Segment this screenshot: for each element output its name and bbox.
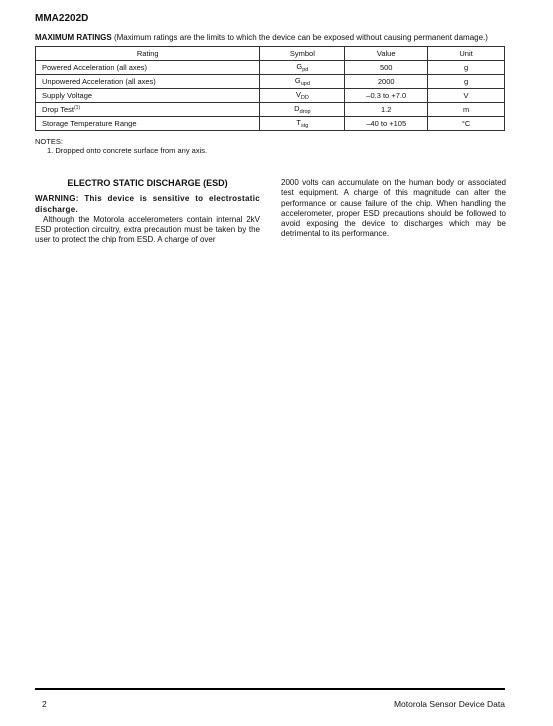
notes-title: NOTES:: [35, 137, 63, 146]
esd-column-right: [281, 178, 506, 240]
unit-cell: g: [428, 75, 505, 89]
unit-cell: m: [428, 103, 505, 117]
table-row: [36, 89, 505, 103]
col-header-unit: Unit: [428, 47, 505, 61]
symbol-cell: $D_{drop}$: [260, 103, 345, 117]
part-number: MMA2202D: [35, 13, 89, 24]
footer-rule: [35, 688, 505, 690]
document-name: Motorola Sensor Device Data: [393, 699, 505, 709]
symbol-cell: $G_{pd}$: [260, 61, 345, 75]
table-header-row: [36, 47, 505, 61]
esd-paragraph-right: 2000 volts can accumulate on the human body or associated test equipment. A charge of this magnitude can alter the performance or cause failure of the chip. When handling the accelerometer, proper ESD precautions should be followed to avoid exposing the device to discharges which may be detrimental to its performance.: [281, 178, 506, 239]
value-cell: 1.2: [345, 103, 428, 117]
value-cell: –40 to +105: [345, 117, 428, 131]
unit-cell: V: [428, 89, 505, 103]
col-header-value: Value: [345, 47, 428, 61]
esd-title: ELECTRO STATIC DISCHARGE (ESD): [67, 178, 228, 188]
note-item: 1. Dropped onto concrete surface from any axis.: [47, 146, 208, 155]
esd-paragraph-left: Although the Motorola accelerometers contain internal 2kV ESD protection circuitry, extra precaution must be taken by the user to protect the chip from ESD. A charge of over: [35, 214, 260, 245]
page-number: 2: [42, 699, 47, 709]
value-cell: –0.3 to +7.0: [345, 89, 428, 103]
rating-cell: Drop Test$^{(1)}$: [36, 103, 260, 117]
symbol-cell: $T_{stg}$: [260, 117, 345, 131]
esd-warning: WARNING: This device is sensitive to electrostatic discharge.: [35, 194, 260, 214]
table-row: [36, 117, 505, 131]
unit-cell: g: [428, 61, 505, 75]
col-header-symbol: Symbol: [260, 47, 345, 61]
max-ratings-table: [35, 46, 505, 131]
rating-cell: Storage Temperature Range: [36, 117, 260, 131]
rating-cell: Unpowered Acceleration (all axes): [36, 75, 260, 89]
table-row: [36, 61, 505, 75]
esd-column-left: [35, 178, 260, 246]
max-ratings-title: MAXIMUM RATINGS: [35, 33, 112, 42]
symbol-cell: $V_{DD}$: [260, 89, 345, 103]
symbol-cell: $G_{upd}$: [260, 75, 345, 89]
rating-cell: Supply Voltage: [36, 89, 260, 103]
value-cell: 2000: [345, 75, 428, 89]
max-ratings-note: (Maximum ratings are the limits to which the device can be exposed without causing permanent damage.): [113, 33, 488, 42]
unit-cell: °C: [428, 117, 505, 131]
rating-cell: Powered Acceleration (all axes): [36, 61, 260, 75]
value-cell: 500: [345, 61, 428, 75]
max-ratings-heading: [35, 33, 515, 42]
table-row: [36, 103, 505, 117]
col-header-rating: Rating: [36, 47, 260, 61]
table-row: [36, 75, 505, 89]
